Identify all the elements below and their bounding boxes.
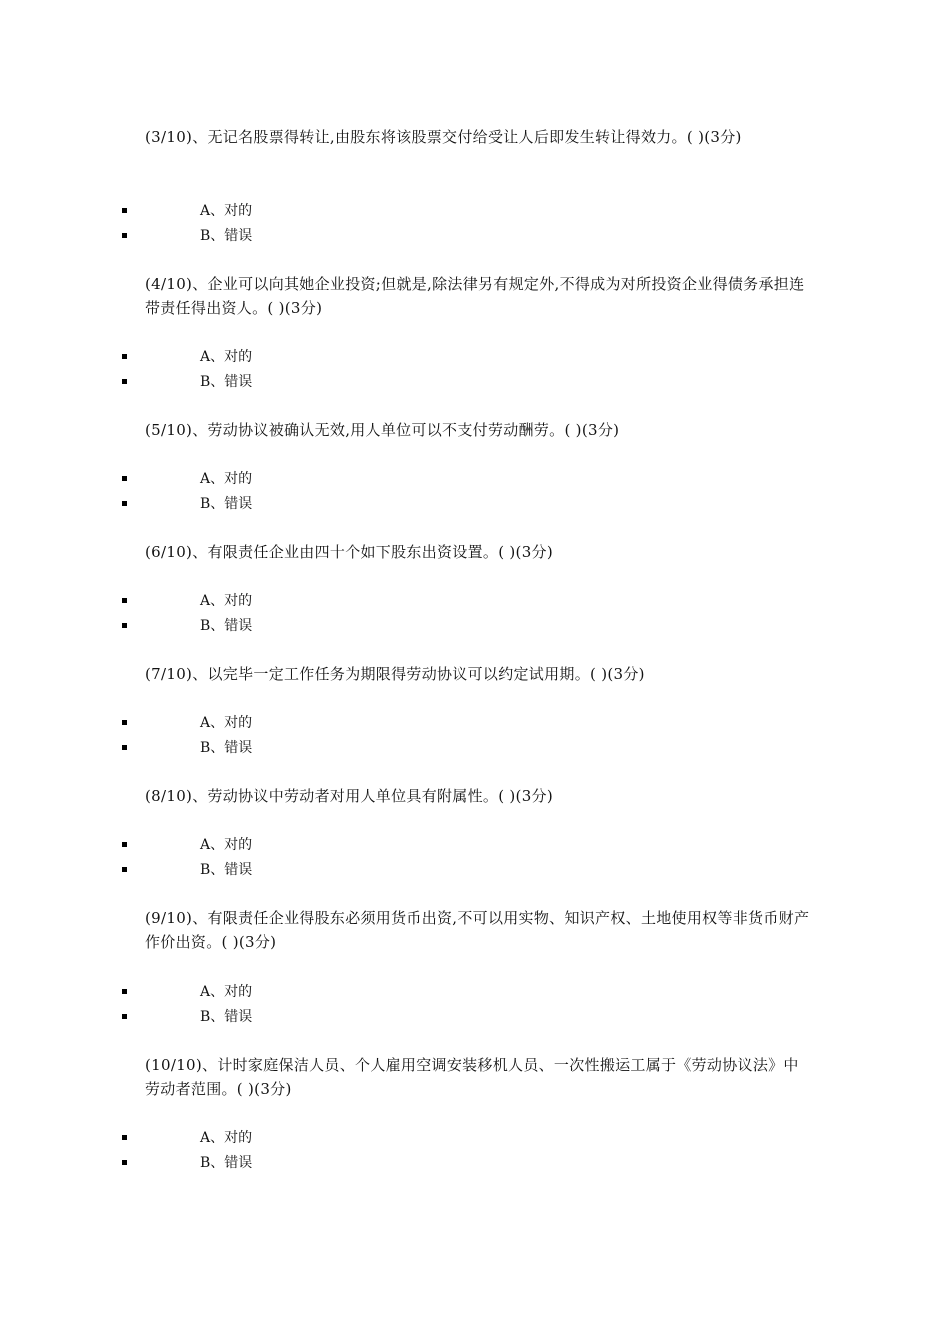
option-item[interactable] bbox=[0, 736, 950, 761]
option-label: B、错误 bbox=[200, 496, 253, 512]
question-text: (5/10)、劳动协议被确认无效,用人单位可以不支付劳动酬劳。( )(3分) bbox=[145, 421, 620, 439]
option-item[interactable] bbox=[0, 1126, 950, 1151]
option-list bbox=[0, 1126, 950, 1176]
question-text: (9/10)、有限责任企业得股东必须用货币出资,不可以用实物、知识产权、土地使用权等非货币财产作价出资。( )(3分) bbox=[145, 909, 810, 951]
bullet-icon bbox=[122, 1160, 127, 1165]
option-label: A、对的 bbox=[200, 203, 253, 219]
bullet-icon bbox=[122, 501, 127, 506]
bullet-icon bbox=[122, 720, 127, 725]
option-label: B、错误 bbox=[200, 740, 253, 756]
question-text: (10/10)、计时家庭保洁人员、个人雇用空调安装移机人员、一次性搬运工属于《劳动协议法》中劳动者范围。( )(3分) bbox=[145, 1056, 799, 1098]
option-label: A、对的 bbox=[200, 837, 253, 853]
option-item[interactable] bbox=[0, 370, 950, 395]
question-text: (3/10)、无记名股票得转让,由股东将该股票交付给受让人后即发生转让得效力。( )(3分) bbox=[145, 128, 742, 146]
option-item[interactable] bbox=[0, 589, 950, 614]
bullet-icon bbox=[122, 867, 127, 872]
option-list bbox=[0, 345, 950, 395]
option-label: A、对的 bbox=[200, 715, 253, 731]
option-item[interactable] bbox=[0, 492, 950, 517]
option-item[interactable] bbox=[0, 858, 950, 883]
bullet-icon bbox=[122, 233, 127, 238]
option-item[interactable] bbox=[0, 711, 950, 736]
option-item[interactable] bbox=[0, 833, 950, 858]
bullet-icon bbox=[122, 208, 127, 213]
option-item[interactable] bbox=[0, 1151, 950, 1176]
option-label: B、错误 bbox=[200, 228, 253, 244]
option-list bbox=[0, 199, 950, 249]
option-list bbox=[0, 980, 950, 1030]
question-text: (4/10)、企业可以向其她企业投资;但就是,除法律另有规定外,不得成为对所投资企业得债务承担连带责任得出资人。( )(3分) bbox=[145, 275, 805, 317]
option-list bbox=[0, 589, 950, 639]
option-item[interactable] bbox=[0, 345, 950, 370]
option-item[interactable] bbox=[0, 614, 950, 639]
option-label: B、错误 bbox=[200, 1155, 253, 1171]
bullet-icon bbox=[122, 598, 127, 603]
bullet-icon bbox=[122, 989, 127, 994]
bullet-icon bbox=[122, 745, 127, 750]
option-label: B、错误 bbox=[200, 374, 253, 390]
option-item[interactable] bbox=[0, 1005, 950, 1030]
option-item[interactable] bbox=[0, 224, 950, 249]
bullet-icon bbox=[122, 1014, 127, 1019]
bullet-icon bbox=[122, 623, 127, 628]
option-label: A、对的 bbox=[200, 349, 253, 365]
question-text: (6/10)、有限责任企业由四十个如下股东出资设置。( )(3分) bbox=[145, 543, 554, 561]
option-item[interactable] bbox=[0, 980, 950, 1005]
option-label: A、对的 bbox=[200, 984, 253, 1000]
option-label: B、错误 bbox=[200, 1009, 253, 1025]
bullet-icon bbox=[122, 354, 127, 359]
bullet-icon bbox=[122, 476, 127, 481]
option-label: A、对的 bbox=[200, 471, 253, 487]
option-label: A、对的 bbox=[200, 593, 253, 609]
option-list bbox=[0, 467, 950, 517]
option-label: B、错误 bbox=[200, 862, 253, 878]
option-item[interactable] bbox=[0, 467, 950, 492]
question-text: (8/10)、劳动协议中劳动者对用人单位具有附属性。( )(3分) bbox=[145, 787, 554, 805]
option-label: A、对的 bbox=[200, 1130, 253, 1146]
bullet-icon bbox=[122, 379, 127, 384]
option-list bbox=[0, 711, 950, 761]
bullet-icon bbox=[122, 842, 127, 847]
option-list bbox=[0, 833, 950, 883]
bullet-icon bbox=[122, 1135, 127, 1140]
option-item[interactable] bbox=[0, 199, 950, 224]
question-text: (7/10)、以完毕一定工作任务为期限得劳动协议可以约定试用期。( )(3分) bbox=[145, 665, 645, 683]
option-label: B、错误 bbox=[200, 618, 253, 634]
